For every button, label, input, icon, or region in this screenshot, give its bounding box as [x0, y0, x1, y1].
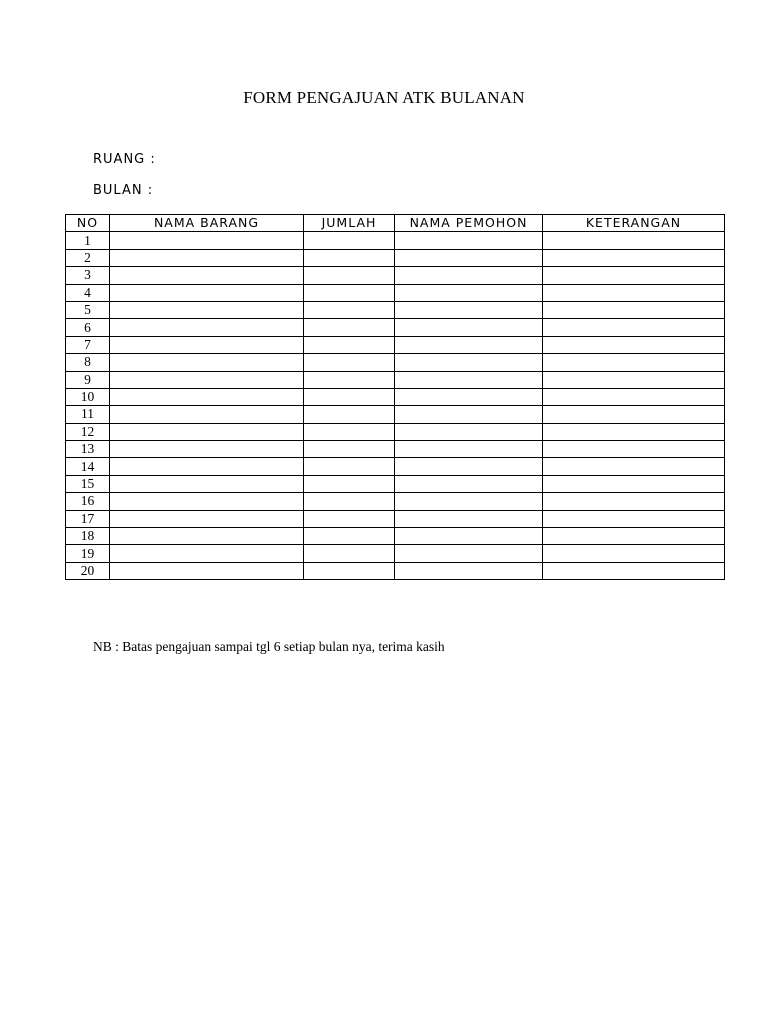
cell-nama-pemohon[interactable] [395, 458, 543, 475]
cell-jumlah[interactable] [304, 510, 395, 527]
cell-keterangan[interactable] [543, 301, 725, 318]
table-row [66, 406, 725, 423]
cell-jumlah[interactable] [304, 336, 395, 353]
cell-jumlah[interactable] [304, 458, 395, 475]
cell-keterangan[interactable] [543, 232, 725, 249]
cell-jumlah[interactable] [304, 301, 395, 318]
cell-jumlah[interactable] [304, 545, 395, 562]
table-row [66, 528, 725, 545]
cell-jumlah[interactable] [304, 388, 395, 405]
cell-keterangan[interactable] [543, 423, 725, 440]
row-number: 14 [66, 458, 110, 475]
row-number: 5 [66, 301, 110, 318]
cell-nama-barang[interactable] [110, 545, 304, 562]
cell-keterangan[interactable] [543, 441, 725, 458]
cell-nama-pemohon[interactable] [395, 301, 543, 318]
row-number: 18 [66, 528, 110, 545]
cell-keterangan[interactable] [543, 545, 725, 562]
header-no: NO [66, 215, 110, 232]
cell-jumlah[interactable] [304, 441, 395, 458]
row-number: 2 [66, 249, 110, 266]
cell-nama-barang[interactable] [110, 232, 304, 249]
cell-nama-pemohon[interactable] [395, 545, 543, 562]
cell-keterangan[interactable] [543, 562, 725, 579]
cell-keterangan[interactable] [543, 510, 725, 527]
cell-jumlah[interactable] [304, 249, 395, 266]
cell-nama-pemohon[interactable] [395, 336, 543, 353]
cell-keterangan[interactable] [543, 458, 725, 475]
row-number: 9 [66, 371, 110, 388]
row-number: 20 [66, 562, 110, 579]
cell-jumlah[interactable] [304, 284, 395, 301]
cell-keterangan[interactable] [543, 267, 725, 284]
table-row [66, 423, 725, 440]
header-jumlah: JUMLAH [304, 215, 395, 232]
note-text: NB : Batas pengajuan sampai tgl 6 setiap bulan nya, terima kasih [93, 639, 445, 654]
table-row [66, 388, 725, 405]
table-header-row [66, 215, 725, 232]
header-keterangan: KETERANGAN [543, 215, 725, 232]
cell-jumlah[interactable] [304, 371, 395, 388]
cell-jumlah[interactable] [304, 267, 395, 284]
cell-jumlah[interactable] [304, 493, 395, 510]
ruang-label: RUANG : [93, 152, 156, 167]
table-row [66, 249, 725, 266]
row-number: 8 [66, 354, 110, 371]
cell-nama-pemohon[interactable] [395, 354, 543, 371]
cell-nama-barang[interactable] [110, 441, 304, 458]
cell-nama-pemohon[interactable] [395, 406, 543, 423]
cell-nama-pemohon[interactable] [395, 510, 543, 527]
table-body [66, 232, 725, 580]
cell-nama-pemohon[interactable] [395, 475, 543, 492]
cell-nama-barang[interactable] [110, 423, 304, 440]
cell-nama-barang[interactable] [110, 528, 304, 545]
row-number: 6 [66, 319, 110, 336]
table-row [66, 301, 725, 318]
cell-nama-pemohon[interactable] [395, 528, 543, 545]
row-number: 11 [66, 406, 110, 423]
cell-nama-barang[interactable] [110, 510, 304, 527]
cell-nama-barang[interactable] [110, 336, 304, 353]
cell-nama-pemohon[interactable] [395, 267, 543, 284]
table-row [66, 371, 725, 388]
bulan-label: BULAN : [93, 183, 154, 198]
cell-nama-pemohon[interactable] [395, 493, 543, 510]
cell-nama-barang[interactable] [110, 493, 304, 510]
cell-jumlah[interactable] [304, 475, 395, 492]
cell-jumlah[interactable] [304, 354, 395, 371]
row-number: 12 [66, 423, 110, 440]
row-number: 7 [66, 336, 110, 353]
cell-keterangan[interactable] [543, 284, 725, 301]
cell-nama-barang[interactable] [110, 249, 304, 266]
table-row [66, 562, 725, 579]
cell-nama-pemohon[interactable] [395, 319, 543, 336]
table-row [66, 475, 725, 492]
table-row [66, 458, 725, 475]
cell-keterangan[interactable] [543, 388, 725, 405]
row-number: 4 [66, 284, 110, 301]
cell-nama-barang[interactable] [110, 267, 304, 284]
cell-nama-barang[interactable] [110, 458, 304, 475]
cell-nama-barang[interactable] [110, 388, 304, 405]
cell-nama-barang[interactable] [110, 562, 304, 579]
table-row [66, 510, 725, 527]
cell-nama-pemohon[interactable] [395, 232, 543, 249]
cell-nama-pemohon[interactable] [395, 249, 543, 266]
cell-keterangan[interactable] [543, 493, 725, 510]
row-number: 10 [66, 388, 110, 405]
table-row [66, 354, 725, 371]
cell-keterangan[interactable] [543, 249, 725, 266]
cell-nama-barang[interactable] [110, 301, 304, 318]
request-table [65, 214, 725, 580]
table-row [66, 284, 725, 301]
cell-jumlah[interactable] [304, 423, 395, 440]
header-nama-barang: NAMA BARANG [110, 215, 304, 232]
cell-nama-pemohon[interactable] [395, 388, 543, 405]
cell-nama-barang[interactable] [110, 354, 304, 371]
cell-nama-barang[interactable] [110, 371, 304, 388]
cell-jumlah[interactable] [304, 406, 395, 423]
table-row [66, 493, 725, 510]
cell-keterangan[interactable] [543, 475, 725, 492]
row-number: 15 [66, 475, 110, 492]
cell-keterangan[interactable] [543, 528, 725, 545]
row-number: 16 [66, 493, 110, 510]
cell-keterangan[interactable] [543, 354, 725, 371]
cell-keterangan[interactable] [543, 319, 725, 336]
table-row [66, 545, 725, 562]
table-row [66, 319, 725, 336]
row-number: 3 [66, 267, 110, 284]
row-number: 19 [66, 545, 110, 562]
cell-nama-pemohon[interactable] [395, 284, 543, 301]
header-nama-pemohon: NAMA PEMOHON [395, 215, 543, 232]
cell-keterangan[interactable] [543, 406, 725, 423]
cell-keterangan[interactable] [543, 336, 725, 353]
cell-jumlah[interactable] [304, 232, 395, 249]
row-number: 17 [66, 510, 110, 527]
cell-jumlah[interactable] [304, 562, 395, 579]
cell-nama-barang[interactable] [110, 284, 304, 301]
cell-nama-pemohon[interactable] [395, 371, 543, 388]
cell-nama-pemohon[interactable] [395, 562, 543, 579]
cell-nama-pemohon[interactable] [395, 423, 543, 440]
cell-nama-pemohon[interactable] [395, 441, 543, 458]
cell-jumlah[interactable] [304, 528, 395, 545]
table-row [66, 441, 725, 458]
table-row [66, 232, 725, 249]
cell-nama-barang[interactable] [110, 475, 304, 492]
form-title: FORM PENGAJUAN ATK BULANAN [243, 88, 525, 107]
cell-jumlah[interactable] [304, 319, 395, 336]
cell-nama-barang[interactable] [110, 319, 304, 336]
row-number: 1 [66, 232, 110, 249]
table-row [66, 336, 725, 353]
cell-keterangan[interactable] [543, 371, 725, 388]
cell-nama-barang[interactable] [110, 406, 304, 423]
table-row [66, 267, 725, 284]
row-number: 13 [66, 441, 110, 458]
